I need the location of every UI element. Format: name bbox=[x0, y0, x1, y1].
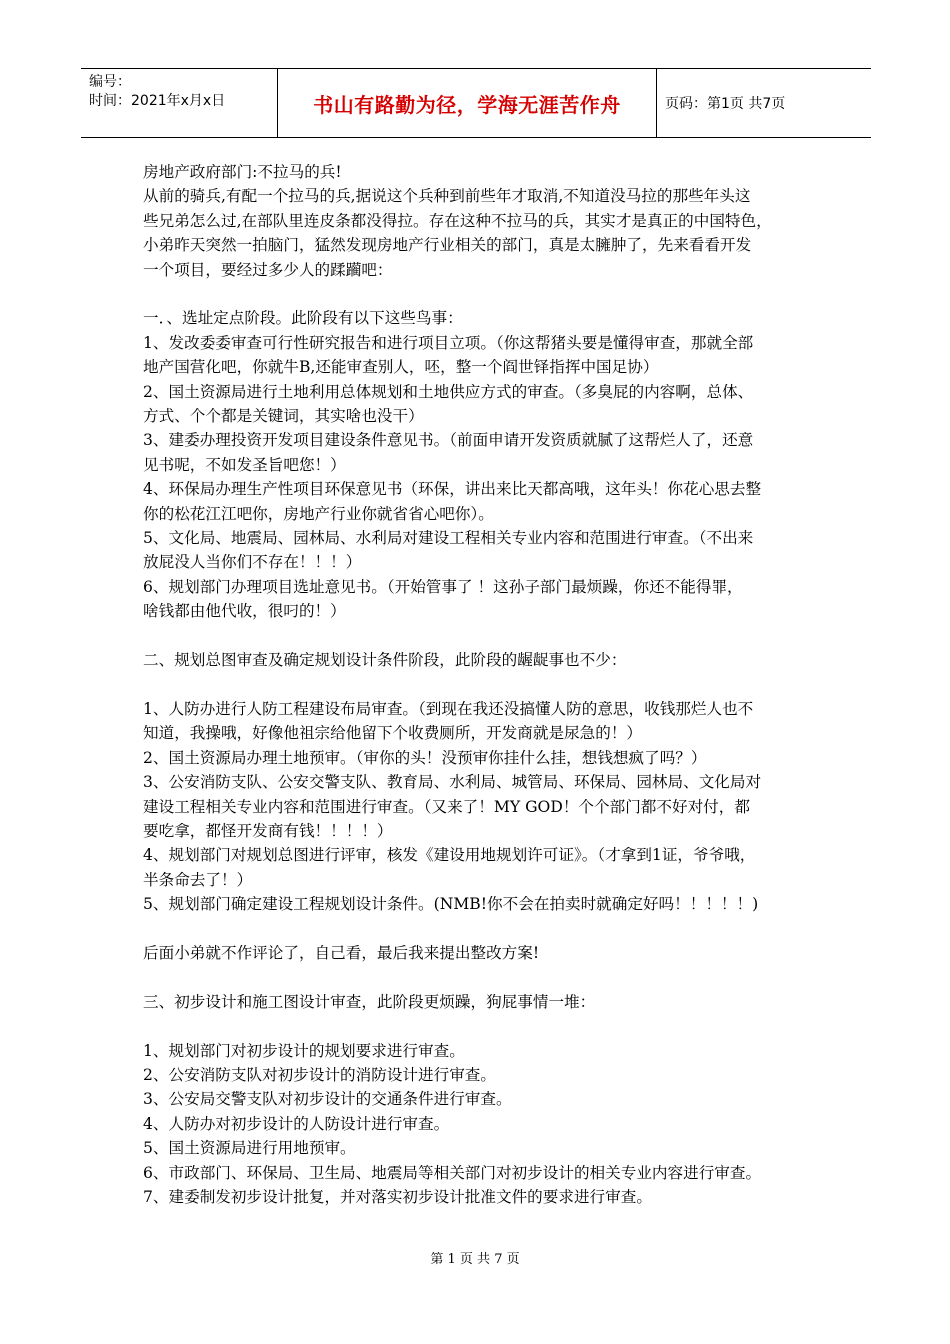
text-line: 4、人防办对初步设计的人防设计进行审查。 bbox=[143, 1114, 450, 1133]
text-line: 你的松花江江吧你，房地产行业你就省省心吧你）。 bbox=[143, 504, 494, 523]
text-line: 7、建委制发初步设计批复，并对落实初步设计批准文件的要求进行审查。 bbox=[143, 1187, 652, 1206]
blank-line bbox=[143, 282, 813, 306]
blank-line bbox=[143, 673, 813, 697]
text-line: 5、国土资源局进行用地预审。 bbox=[143, 1139, 356, 1158]
text-line: 半条命去了！） bbox=[143, 870, 253, 889]
text-line: 建设工程相关专业内容和范围进行审查。（又来了！MY GOD！个个部门都不好对付，都 bbox=[143, 797, 750, 816]
text-line: 3、建委办理投资开发项目建设条件意见书。（前面申请开发资质就腻了这帮烂人了，还意 bbox=[143, 431, 754, 450]
text-line: 5、文化局、地震局、园林局、水利局对建设工程相关专业内容和范围进行审查。（不出来 bbox=[143, 529, 754, 548]
text-line: 5、规划部门确定建设工程规划设计条件。(NMB!你不会在拍卖时就确定好吗！！！！！) bbox=[143, 895, 759, 914]
text-line: 6、规划部门办理项目选址意见书。（开始管事了 ！这孙子部门最烦躁，你还不能得罪， bbox=[143, 577, 743, 596]
text-line: 知道，我操哦，好像他祖宗给他留下个收费厕所，开发商就是尿急的！） bbox=[143, 724, 643, 743]
code-label: 编号： bbox=[89, 74, 131, 90]
text-line: 3、公安局交警支队对初步设计的交通条件进行审查。 bbox=[143, 1090, 512, 1109]
text-line: 2、国土资源局办理土地预审。（审你的头！没预审你挂什么挂，想钱想疯了吗？） bbox=[143, 748, 707, 767]
blank-line bbox=[143, 917, 813, 941]
text-line: 3、公安消防支队、公安交警支队、教育局、水利局、城管局、环保局、园林局、文化局对 bbox=[143, 773, 762, 792]
text-line: 啥钱都由他代收，很叼的！） bbox=[143, 602, 346, 621]
text-line: 些兄弟怎么过,在部队里连皮条都没得拉。存在这种不拉马的兵，其实才是真正的中国特色， bbox=[143, 211, 772, 230]
page-header bbox=[81, 68, 871, 138]
page-footer: 第 1 页 共 7 页 bbox=[430, 1252, 520, 1267]
text-line: 2、国土资源局进行土地利用总体规划和土地供应方式的审查。（多臭屁的内容啊，总体、 bbox=[143, 382, 754, 401]
text-line: 1、规划部门对初步设计的规划要求进行审查。 bbox=[143, 1041, 465, 1060]
text-line: 三、初步设计和施工图设计审查，此阶段更烦躁，狗屁事情一堆： bbox=[143, 992, 596, 1011]
header-motto: 书山有路勤为径，学海无涯苦作舟 bbox=[313, 92, 621, 117]
text-line: 4、规划部门对规划总图进行评审，核发《建设用地规划许可证》。（才拿到1证，爷爷哦， bbox=[143, 846, 756, 865]
text-line: 一．、选址定点阶段。此阶段有以下这些鸟事： bbox=[143, 309, 463, 328]
text-line: 房地产政府部门:不拉马的兵! bbox=[143, 163, 342, 181]
text-line: 一个项目，要经过多少人的蹂躏吧： bbox=[143, 260, 393, 279]
text-line: 后面小弟就不作评论了，自己看，最后我来提出整改方案! bbox=[143, 943, 540, 962]
text-line: 小弟昨天突然一拍脑门，猛然发现房地产行业相关的部门，真是太臃肿了，先来看看开发 bbox=[143, 236, 752, 255]
time-label: 时间：2021年x月x日 bbox=[89, 93, 226, 109]
text-line: 6、市政部门、环保局、卫生局、地震局等相关部门对初步设计的相关专业内容进行审查。 bbox=[143, 1163, 762, 1182]
text-line: 地产国营化吧，你就牛B,还能审查别人，呸，整一个阎世铎指挥中国足协） bbox=[143, 358, 659, 377]
text-line: 1、发改委委审查可行性研究报告和进行项目立项。（你这帮猪头要是懂得审查，那就全部 bbox=[143, 333, 754, 352]
text-line: 见书呢，不如发圣旨吧您！） bbox=[143, 455, 346, 474]
document-body bbox=[143, 160, 813, 1209]
text-line: 从前的骑兵,有配一个拉马的兵,据说这个兵种到前些年才取消,不知道没马拉的那些年头这 bbox=[143, 187, 751, 206]
text-line: 方式、个个都是关键词，其实啥也没干） bbox=[143, 407, 424, 426]
blank-line bbox=[143, 965, 813, 989]
text-line: 放屁没人当你们不存在！！！） bbox=[143, 553, 362, 572]
blank-line bbox=[143, 1014, 813, 1038]
text-line: 二、规划总图审查及确定规划设计条件阶段，此阶段的龌龊事也不少： bbox=[143, 651, 627, 670]
header-divider bbox=[656, 69, 657, 137]
text-line: 1、人防办进行人防工程建设布局审查。（到现在我还没搞懂人防的意思，收钱那烂人也不 bbox=[143, 699, 754, 718]
blank-line bbox=[143, 624, 813, 648]
text-line: 2、公安消防支队对初步设计的消防设计进行审查。 bbox=[143, 1065, 496, 1084]
header-page-info: 页码：第1页 共7页 bbox=[665, 96, 786, 112]
text-line: 要吃拿，都怪开发商有钱！！！！） bbox=[143, 821, 393, 840]
header-meta bbox=[89, 73, 279, 111]
text-line: 4、环保局办理生产性项目环保意见书（环保，讲出来比天都高哦，这年头！你花心思去整 bbox=[143, 480, 762, 499]
